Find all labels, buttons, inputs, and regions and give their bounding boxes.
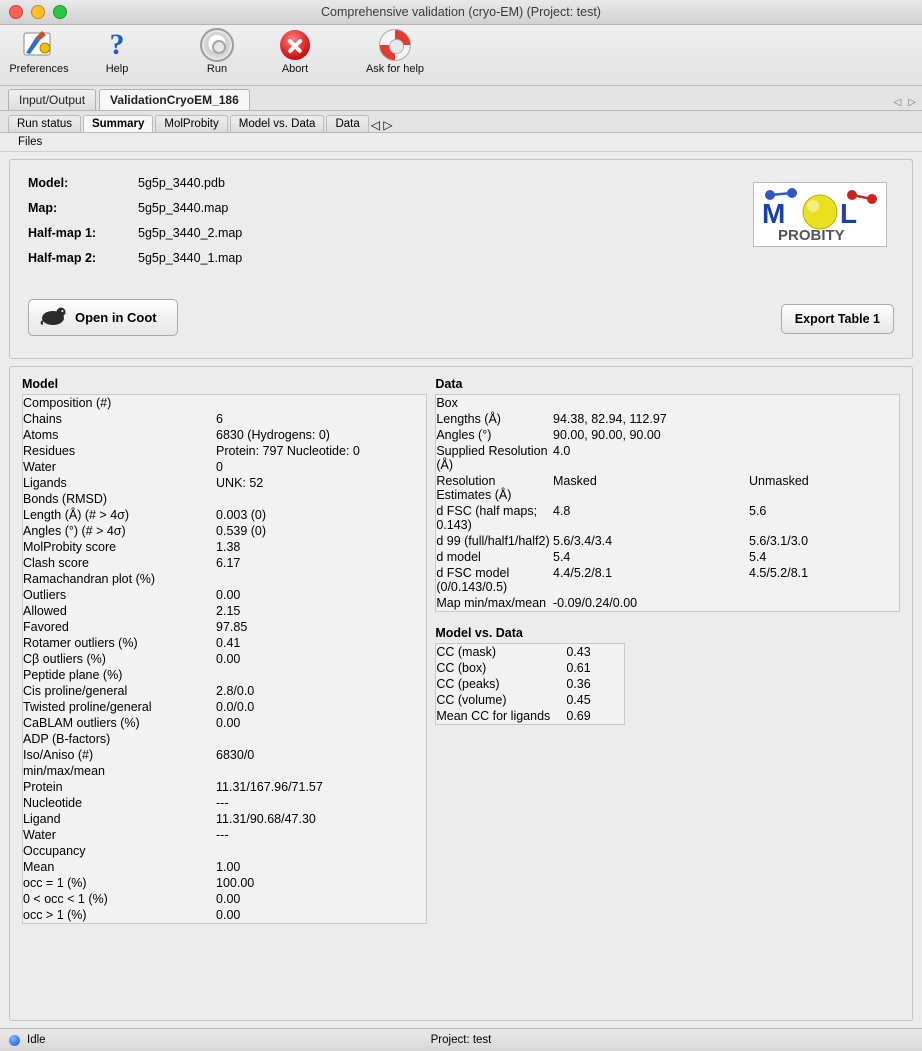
model-vs-data-row-value: 0.43 <box>566 645 591 659</box>
model-row-label: ADP (B-factors) <box>23 732 111 746</box>
model-row-label: Clash score <box>23 556 89 570</box>
model-row-value: 2.15 <box>216 604 241 618</box>
model-row-label: Cis proline/general <box>23 684 128 698</box>
model-row <box>23 411 426 427</box>
model-row-label: Mean <box>23 860 55 874</box>
model-row <box>23 683 426 699</box>
model-row <box>23 699 426 715</box>
tab-model-vs-data[interactable]: Model vs. Data <box>230 115 325 132</box>
data-row-label: Map min/max/mean <box>436 596 547 610</box>
data-row-label: Resolution Estimates (Å) <box>436 474 512 502</box>
model-row <box>23 507 426 523</box>
model-vs-data-row-value: 0.36 <box>566 677 591 691</box>
data-row-masked-value: -0.09/0.24/0.00 <box>553 596 638 610</box>
tab-prev-icon[interactable]: ◁ <box>893 97 902 108</box>
model-row-value: --- <box>216 796 229 810</box>
data-row-label: Lengths (Å) <box>436 412 501 426</box>
model-table <box>23 395 426 923</box>
file-value-map: 5g5p_3440.map <box>138 201 229 215</box>
model-row <box>23 635 426 651</box>
model-row-value <box>216 667 426 683</box>
model-row <box>23 587 426 603</box>
help-icon: ? <box>109 28 125 61</box>
model-row-value: 0 <box>216 460 223 474</box>
file-value-halfmap2: 5g5p_3440_1.map <box>138 251 243 265</box>
model-vs-data-row <box>436 708 624 724</box>
model-row-value <box>216 731 426 747</box>
data-row-masked-value: 4.4/5.2/8.1 <box>553 566 613 580</box>
data-row-masked-value: 90.00, 90.00, 90.00 <box>553 428 661 442</box>
tab-input-output[interactable]: Input/Output <box>8 89 96 110</box>
status-bar <box>0 1028 922 1051</box>
model-row-value: 6830 (Hydrogens: 0) <box>216 428 330 442</box>
model-row-label: Ligand <box>23 812 61 826</box>
data-row-unmasked-value <box>749 427 899 443</box>
model-row-label: Composition (#) <box>23 396 112 410</box>
tab-data[interactable]: Data <box>326 115 368 132</box>
main-toolbar <box>0 25 922 86</box>
help-label: Help <box>105 63 129 75</box>
model-row-value: 0.41 <box>216 636 241 650</box>
main-tab-nav[interactable] <box>894 97 916 108</box>
lifering-icon <box>379 28 411 62</box>
model-row-value: 1.38 <box>216 540 241 554</box>
data-row-unmasked-value <box>749 595 899 611</box>
model-row-value: 0.0/0.0 <box>216 700 255 714</box>
sub-tab-nav[interactable] <box>371 118 393 132</box>
model-vs-data-row-value: 0.45 <box>566 693 591 707</box>
preferences-button[interactable] <box>0 28 78 75</box>
data-section-title: Data <box>435 377 463 391</box>
svg-text:PROBITY: PROBITY <box>778 226 845 244</box>
model-vs-data-row-value: 0.61 <box>566 661 591 675</box>
tab-summary[interactable]: Summary <box>83 115 153 132</box>
open-in-coot-button[interactable] <box>28 299 178 336</box>
model-row <box>23 459 426 475</box>
export-table-button[interactable]: Export Table 1 <box>781 304 894 334</box>
model-vs-data-row-value: 0.69 <box>566 709 591 723</box>
file-key-map: Map: <box>28 201 58 215</box>
model-vs-data-row <box>436 660 624 676</box>
run-button[interactable] <box>178 28 256 75</box>
molprobity-logo <box>753 182 887 247</box>
model-row-value: 6 <box>216 412 223 426</box>
data-row <box>436 395 899 411</box>
tab-validationcryoem[interactable]: ValidationCryoEM_186 <box>99 89 250 110</box>
data-row-masked-value: 4.0 <box>553 444 571 458</box>
model-row-value: 11.31/90.68/47.30 <box>216 812 316 826</box>
model-vs-data-row <box>436 644 624 660</box>
data-row-label: d FSC (half maps; 0.143) <box>436 504 538 532</box>
file-key-halfmap2: Half-map 2: <box>28 251 97 265</box>
model-row-label: Nucleotide <box>23 796 83 810</box>
open-in-coot-label: Open in Coot <box>75 310 157 325</box>
status-state: Idle <box>27 1034 46 1046</box>
model-row-label: Peptide plane (%) <box>23 668 123 682</box>
file-value-model: 5g5p_3440.pdb <box>138 176 225 190</box>
ask-for-help-label: Ask for help <box>365 63 425 75</box>
data-row <box>436 565 899 595</box>
model-row <box>23 539 426 555</box>
model-row-value: Protein: 797 Nucleotide: 0 <box>216 444 360 458</box>
tab-next-icon[interactable]: ▷ <box>908 97 916 108</box>
run-label: Run <box>206 63 228 75</box>
model-row-label: Residues <box>23 444 76 458</box>
model-row-value <box>216 491 426 507</box>
model-row-label: MolProbity score <box>23 540 117 554</box>
data-row-label: Box <box>436 396 458 410</box>
data-row-unmasked-value: 4.5/5.2/8.1 <box>749 566 809 580</box>
tab-molprobity[interactable]: MolProbity <box>155 115 227 132</box>
data-row-unmasked-value: Unmasked <box>749 474 809 488</box>
model-row-label: Outliers <box>23 588 67 602</box>
model-row-value: 0.00 <box>216 652 241 666</box>
model-section-title: Model <box>22 377 59 391</box>
gear-icon <box>200 28 234 62</box>
model-row-value: 0.00 <box>216 908 241 922</box>
model-row <box>23 859 426 875</box>
data-row-unmasked-value <box>749 411 899 427</box>
model-row-label: Water <box>23 460 56 474</box>
model-row-label: Twisted proline/general <box>23 700 152 714</box>
model-row <box>23 715 426 731</box>
subtab-prev-icon[interactable]: ◁ <box>370 118 380 132</box>
model-row-label: occ = 1 (%) <box>23 876 87 890</box>
model-row-label: Protein <box>23 780 63 794</box>
model-row <box>23 619 426 635</box>
model-row-label: 0 < occ < 1 (%) <box>23 892 108 906</box>
model-row-value: 2.8/0.0 <box>216 684 255 698</box>
data-row <box>436 411 899 427</box>
model-row-label: Favored <box>23 620 69 634</box>
data-row-unmasked-value: 5.6 <box>749 504 767 518</box>
abort-icon <box>280 28 310 62</box>
model-vs-data-row <box>436 676 624 692</box>
model-row-value: 0.539 (0) <box>216 524 267 538</box>
model-row-label: occ > 1 (%) <box>23 908 87 922</box>
model-row-label: Ramachandran plot (%) <box>23 572 156 586</box>
model-row <box>23 395 426 411</box>
model-vs-data-row-label: CC (box) <box>436 661 487 675</box>
data-row <box>436 549 899 565</box>
model-row <box>23 443 426 459</box>
model-row <box>23 795 426 811</box>
abort-button[interactable] <box>256 28 334 75</box>
data-row-masked-value: 94.38, 82.94, 112.97 <box>553 412 667 426</box>
model-row-label: Iso/Aniso (#) <box>23 748 94 762</box>
preferences-icon <box>22 28 56 62</box>
preferences-label: Preferences <box>9 63 69 75</box>
model-row <box>23 779 426 795</box>
files-panel <box>9 159 913 359</box>
model-row-label: Length (Å) (# > 4σ) <box>23 508 130 522</box>
model-row-value: UNK: 52 <box>216 476 264 490</box>
model-row <box>23 731 426 747</box>
model-row-label: min/max/mean <box>23 764 105 778</box>
data-row-masked-value: 5.6/3.4/3.4 <box>553 534 613 548</box>
tab-run-status[interactable]: Run status <box>8 115 81 132</box>
menubar <box>0 133 922 152</box>
model-row-value: 6830/0 <box>216 748 255 762</box>
model-row-value: --- <box>216 828 229 842</box>
model-row-value: 97.85 <box>216 620 248 634</box>
data-row <box>436 443 899 473</box>
data-row-masked-value: Masked <box>553 474 597 488</box>
model-row-label: Angles (°) (# > 4σ) <box>23 524 126 538</box>
model-row <box>23 891 426 907</box>
model-row-value: 11.31/167.96/71.57 <box>216 780 323 794</box>
window-title: Comprehensive validation (cryo-EM) (Project: test) <box>321 5 601 19</box>
model-row <box>23 843 426 859</box>
data-row-unmasked-value: 5.6/3.1/3.0 <box>749 534 809 548</box>
model-row-label: Rotamer outliers (%) <box>23 636 138 650</box>
model-row-label: Ligands <box>23 476 67 490</box>
ask-for-help-button[interactable] <box>356 28 434 75</box>
model-vs-data-row-label: CC (volume) <box>436 693 507 707</box>
data-row-unmasked-value: 5.4 <box>749 550 767 564</box>
data-row-unmasked-value <box>749 395 899 411</box>
model-column <box>22 377 427 1010</box>
model-vs-data-table <box>436 644 624 724</box>
model-vs-data-section-title: Model vs. Data <box>435 626 523 640</box>
window-titlebar <box>0 0 922 25</box>
status-project: Project: test <box>430 1034 492 1046</box>
model-row-value <box>216 571 426 587</box>
data-table-box <box>435 394 900 612</box>
model-vs-data-table-box <box>435 643 625 725</box>
model-row <box>23 763 426 779</box>
model-row <box>23 747 426 763</box>
model-row-value: 1.00 <box>216 860 241 874</box>
svg-text:L: L <box>840 197 858 229</box>
model-row-value: 100.00 <box>216 876 255 890</box>
svg-text:M: M <box>762 197 786 229</box>
model-vs-data-row <box>436 692 624 708</box>
summary-panel <box>9 366 913 1021</box>
data-row <box>436 427 899 443</box>
sub-tabbar <box>0 111 922 133</box>
model-row <box>23 555 426 571</box>
coot-bird-icon <box>39 305 67 330</box>
model-row-value <box>216 843 426 859</box>
model-row-value: 0.00 <box>216 892 241 906</box>
data-row <box>436 533 899 549</box>
model-vs-data-row-label: Mean CC for ligands <box>436 709 551 723</box>
model-row-value: 6.17 <box>216 556 241 570</box>
model-row <box>23 603 426 619</box>
main-tabbar <box>0 86 922 111</box>
model-row <box>23 427 426 443</box>
model-row-value <box>216 395 426 411</box>
model-row-label: Allowed <box>23 604 67 618</box>
model-row <box>23 811 426 827</box>
model-row-label: Atoms <box>23 428 59 442</box>
data-row-masked-value: 4.8 <box>553 504 571 518</box>
model-row-value: 0.00 <box>216 716 241 730</box>
file-key-model: Model: <box>28 176 69 190</box>
data-table <box>436 395 899 611</box>
model-row-value <box>216 763 426 779</box>
data-row-masked-value: 5.4 <box>553 550 571 564</box>
model-row-label: CaBLAM outliers (%) <box>23 716 140 730</box>
model-row <box>23 875 426 891</box>
model-row-value: 0.003 (0) <box>216 508 267 522</box>
model-row <box>23 491 426 507</box>
data-row-label: d model <box>436 550 481 564</box>
model-row <box>23 907 426 923</box>
model-row-label: Occupancy <box>23 844 86 858</box>
file-value-halfmap1: 5g5p_3440_2.map <box>138 226 243 240</box>
data-column <box>435 377 900 1010</box>
data-row-label: Angles (°) <box>436 428 492 442</box>
model-vs-data-row-label: CC (peaks) <box>436 677 500 691</box>
model-row <box>23 651 426 667</box>
model-row <box>23 667 426 683</box>
model-table-box <box>22 394 427 924</box>
model-row-value: 0.00 <box>216 588 241 602</box>
model-row <box>23 571 426 587</box>
data-row-unmasked-value <box>749 443 899 473</box>
data-row <box>436 595 899 611</box>
file-key-halfmap1: Half-map 1: <box>28 226 97 240</box>
data-row-label: d FSC model (0/0.143/0.5) <box>436 566 510 594</box>
data-row <box>436 503 899 533</box>
data-row-masked-value <box>553 395 749 411</box>
model-row-label: Chains <box>23 412 62 426</box>
data-row <box>436 473 899 503</box>
model-row <box>23 475 426 491</box>
data-row-label: Supplied Resolution (Å) <box>436 444 548 472</box>
subtab-next-icon[interactable]: ▷ <box>383 118 393 132</box>
model-row-label: Cβ outliers (%) <box>23 652 106 666</box>
model-row-label: Bonds (RMSD) <box>23 492 108 506</box>
data-row-label: d 99 (full/half1/half2) <box>436 534 550 548</box>
menu-files[interactable]: Files <box>18 136 43 148</box>
model-row-label: Water <box>23 828 56 842</box>
model-row <box>23 827 426 843</box>
abort-label: Abort <box>281 63 309 75</box>
model-row <box>23 523 426 539</box>
help-button[interactable] <box>78 28 156 75</box>
model-vs-data-row-label: CC (mask) <box>436 645 497 659</box>
